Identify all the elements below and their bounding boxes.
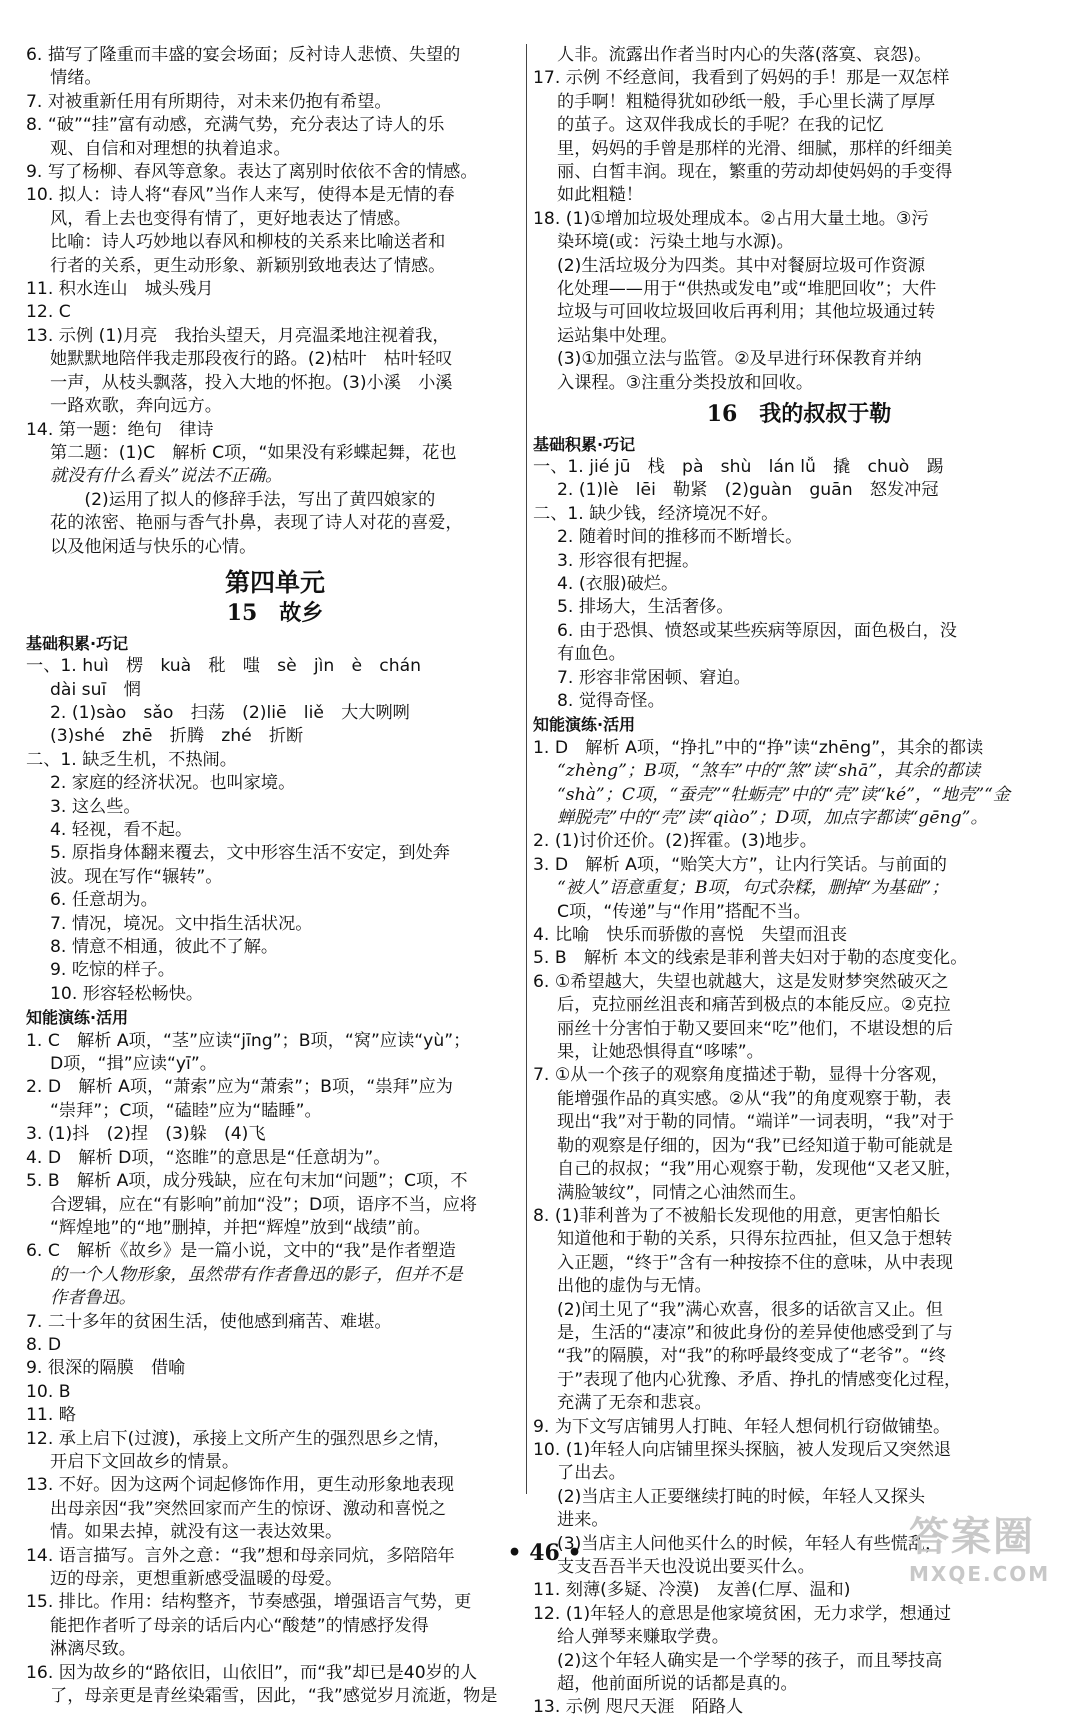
text-line: 一、1. huì 楞 kuà 秕 嗤 sè jìn è chán xyxy=(26,656,422,677)
text-line: 12. 承上启下(过渡)，承接上文所产生的强烈思乡之情， xyxy=(26,1428,451,1449)
text-line: 9. 为下文写店铺男人打盹、年轻人想伺机行窃做铺垫。 xyxy=(533,1416,951,1437)
text-line: 后，克拉丽丝沮丧和痛苦到极点的本能反应。②克拉 xyxy=(557,995,951,1016)
text-line: 二、1. 缺少钱，经济境况不好。 xyxy=(533,503,779,524)
text-line: 9. 很深的隔膜 借喻 xyxy=(26,1358,186,1379)
text-line: 11. 积水连山 城头残月 xyxy=(26,279,214,300)
text-line: 8. 觉得奇怪。 xyxy=(557,690,665,711)
text-line: 满脸皱纹”，同情之心油然而生。 xyxy=(557,1182,807,1203)
text-line: 如此粗糙！ xyxy=(557,185,643,206)
text-line: 第二题：(1)C 解析 C项，“如果没有彩蝶起舞，花也 xyxy=(50,442,457,463)
text-line: 出他的虚伪与无情。 xyxy=(557,1276,712,1297)
text-line: 了，母亲更是青丝染霜雪，因此，“我”感觉岁月流逝，物是 xyxy=(50,1686,498,1707)
text-line: 8. D xyxy=(26,1334,62,1355)
text-line: 7. ①从一个孩子的观察角度描述于勒，显得十分客观， xyxy=(533,1065,949,1086)
text-line: 作者鲁迅。 xyxy=(50,1288,136,1309)
text-line: “被人”语意重复；B项，句式杂糅，删掉“为基础”； xyxy=(557,878,949,899)
text-line: 有血色。 xyxy=(557,644,626,665)
text-line: 入课程。③注重分类投放和回收。 xyxy=(557,372,814,393)
text-line: 4. (衣服)破烂。 xyxy=(557,573,679,594)
text-line: 观、自信和对理想的执着追求。 xyxy=(50,138,291,159)
text-line: 3. D 解析 A项，“贻笑大方”，让内行笑话。与前面的 xyxy=(533,854,947,875)
text-line: 迈的母亲，更想重新感受温暖的母爱。 xyxy=(50,1569,343,1589)
text-line: 知道他和于勒的关系，只得东拉西扯，但又急于想转 xyxy=(557,1229,953,1250)
text-line: 9. 吃惊的样子。 xyxy=(50,960,175,981)
right-column xyxy=(533,44,1065,1720)
text-line: 2. (1)讨价还价。(2)挥霍。(3)地步。 xyxy=(533,831,817,852)
text-line: 3. 这么些。 xyxy=(50,796,141,817)
text-line: 13. 示例 咫尺天涯 陌路人 xyxy=(533,1697,744,1718)
text-line: 18. (1)①增加垃圾处理成本。②占用大量土地。③污 xyxy=(533,208,929,229)
text-line: 出母亲因“我”突然回家而产生的惊讶、激动和喜悦之 xyxy=(50,1498,446,1519)
text-line: 16 我的叔叔于勒 xyxy=(706,401,892,428)
text-line: 8. “破”“挂”富有动感，充满气势，充分表达了诗人的乐 xyxy=(26,115,445,136)
text-line: C项，“传递”与“作用”搭配不当。 xyxy=(557,901,811,922)
text-line: 5. B 解析 A项，成分残缺，应在句末加“问题”；C项，不 xyxy=(26,1171,468,1192)
text-line: 6. 由于恐惧、愤怒或某些疾病等原因，面色极白，没 xyxy=(557,620,957,641)
text-line: 2. 家庭的经济状况。也叫家境。 xyxy=(50,773,296,794)
text-line: 7. 二十多年的贫困生活，使他感到痛苦、难堪。 xyxy=(26,1311,392,1332)
text-line: 11. 略 xyxy=(26,1405,76,1426)
text-line: 13. 不好。因为这两个词起修饰作用，更生动形象地表现 xyxy=(26,1475,455,1496)
text-line: 以及他闲适与快乐的心情。 xyxy=(50,536,257,557)
text-line: 6. C 解析《故乡》是一篇小说，文中的“我”是作者塑造 xyxy=(26,1241,456,1262)
text-line: (2)生活垃圾分为四类。其中对餐厨垃圾可作资源 xyxy=(557,255,926,276)
text-line: 就没有什么看头”说法不正确。 xyxy=(50,466,283,487)
text-line: 现出“我”对于勒的同情。“端详”一词表明，“我”对于 xyxy=(557,1112,955,1133)
column-divider xyxy=(526,44,527,1494)
text-line: 充满了无奈和悲哀。 xyxy=(557,1393,712,1414)
text-line: 合逻辑，应在“有影响”前加“没”；D项，语序不当，应将 xyxy=(50,1194,477,1215)
text-line: 能把作者听了母亲的话后内心“酸楚”的情感抒发得 xyxy=(50,1615,429,1636)
text-line: “辉煌地”的“地”删掉，并把“辉煌”放到“战绩”前。 xyxy=(50,1217,431,1238)
text-line: (2)当店主人正要继续打盹的时候，年轻人又探头 xyxy=(557,1486,926,1507)
text-line: 染环境(或：污染土地与水源)。 xyxy=(557,232,794,253)
text-line: 她默默地陪伴我走那段夜行的路。(2)枯叶 枯叶轻叹 xyxy=(50,349,453,370)
text-line: 入正题，“终于”含有一种按捺不住的意味，从中表现 xyxy=(557,1252,953,1273)
watermark-logo xyxy=(909,1505,1059,1590)
left-column xyxy=(26,44,524,1708)
watermark-text: 答案圈 xyxy=(909,1514,1035,1560)
text-line: 于”表现了他内心犹豫、矛盾、挣扎的情感变化过程， xyxy=(557,1369,962,1390)
text-line: 果，让她恐惧得直“哆嗦”。 xyxy=(557,1042,764,1063)
text-line: 自己的叔叔；“我”用心观察于勒，发现他“又老又脏， xyxy=(557,1159,962,1180)
text-line: 5. 排场大，生活奢侈。 xyxy=(557,597,734,618)
text-line: 基础积累·巧记 xyxy=(533,434,636,454)
text-line: 7. 对被重新任用有所期待，对未来仍抱有希望。 xyxy=(26,91,392,112)
text-line: 11. 刻薄(多疑、冷漠) 友善(仁厚、温和) xyxy=(533,1580,851,1601)
text-line: 12. C xyxy=(26,302,71,323)
text-line: 1. D 解析 A项，“挣扎”中的“挣”读“zhēng”，其余的都读 xyxy=(533,737,984,758)
text-line: 17. 示例 不经意间，我看到了妈妈的手！那是一双怎样 xyxy=(533,68,950,89)
text-line: 16. 因为故乡的“路依旧，山依旧”，而“我”却已是40岁的人 xyxy=(26,1662,478,1683)
text-line: 5. B 解析 本文的线索是菲利普夫妇对于勒的态度变化。 xyxy=(533,948,968,969)
text-line: “shà”；C项，“蚕壳”“牡蛎壳”中的“壳”读“ké”，“地壳”“金 xyxy=(557,784,1011,805)
text-line: 1. C 解析 A项，“茎”应读“jīng”；B项，“窝”应读“yù”； xyxy=(26,1030,471,1051)
text-line: 的一个人物形象，虽然带有作者鲁迅的影子，但并不是 xyxy=(50,1264,463,1285)
text-line: 一声，从枝头飘落，投入大地的怀抱。(3)小溪 小溪 xyxy=(50,372,453,393)
text-line: 12. (1)年轻人的意思是他家境贫困，无力求学，想通过 xyxy=(533,1603,952,1624)
text-line: 人非。流露出作者当时内心的失落(落寞、哀怨)。 xyxy=(557,45,932,65)
text-line: 6. ①希望越大，失望也就越大，这是发财梦突然破灭之 xyxy=(533,971,949,992)
text-line: 9. 写了杨柳、春风等意象。表达了离别时依依不舍的情感。 xyxy=(26,162,478,183)
text-line: 基础积累·巧记 xyxy=(26,633,129,653)
text-line: 能增强作品的真实感。②从“我”的角度观察于勒，表 xyxy=(557,1088,952,1109)
text-line: 丽、白皙丰润。现在，繁重的劳动却使妈妈的手变得 xyxy=(557,162,953,183)
text-line: 比喻：诗人巧妙地以春风和柳枝的关系来比喻送者和 xyxy=(50,232,446,253)
text-line: 的手啊！粗糙得犹如砂纸一般，手心里长满了厚厚 xyxy=(557,91,936,112)
text-line: 运站集中处理。 xyxy=(557,325,678,346)
text-line: 二、1. 缺乏生机，不热闹。 xyxy=(26,749,237,770)
text-line: 淋漓尽致。 xyxy=(50,1639,136,1660)
text-line: 了出去。 xyxy=(557,1463,626,1484)
text-line: 6. 任意胡为。 xyxy=(50,890,158,911)
text-line: 垃圾与可回收垃圾回收后再利用；其他垃圾通过转 xyxy=(557,302,936,323)
text-line: 丽丝十分害怕于勒又要回来“吃”他们，不堪设想的后 xyxy=(557,1018,953,1039)
text-line: 6. 描写了隆重而丰盛的宴会场面；反衬诗人悲愤、失望的 xyxy=(26,45,461,65)
text-line: 一路欢歌，奔向远方。 xyxy=(50,396,222,417)
text-line: 3. 形容很有把握。 xyxy=(557,550,700,571)
text-line: 行者的关系，更生动形象、新颖别致地表达了情感。 xyxy=(50,255,446,276)
text-line: 花的浓密、艳丽与香气扑鼻，表现了诗人对花的喜爱， xyxy=(50,513,463,534)
text-line: (3)①加强立法与监管。②及早进行环保教育并纳 xyxy=(557,349,922,370)
text-line: 5. 原指身体翻来覆去，文中形容生活不安定，到处奔 xyxy=(50,843,450,864)
text-line: 进来。 xyxy=(557,1510,609,1531)
text-line: 4. 比喻 快乐而骄傲的喜悦 失望而沮丧 xyxy=(533,925,848,946)
text-line: 8. 情意不相通，彼此不了解。 xyxy=(50,937,279,958)
text-line: “崇拜”；C项，“磕睦”应为“瞌睡”。 xyxy=(50,1100,322,1121)
text-line: 风，看上去也变得有情了，更好地表达了情感。 xyxy=(50,208,411,229)
text-line: 支支吾吾半天也没说出要买什么。 xyxy=(557,1557,815,1577)
text-line: 10. B xyxy=(26,1381,71,1402)
text-line: 化处理——用于“供热或发电”或“堆肥回收”；大件 xyxy=(557,279,937,300)
text-line: (2)闰土见了“我”满心欢喜，很多的话欲言又止。但 xyxy=(557,1299,943,1320)
text-line: “我”的隔膜，对“我”的称呼最终变成了“老爷”。“终 xyxy=(557,1346,946,1367)
text-line: 15. 排比。作用：结构整齐，节奏感强，增强语言气势，更 xyxy=(26,1592,472,1613)
text-line: 是，生活的“凄凉”和彼此身份的差异使他感受到了与 xyxy=(557,1322,953,1343)
text-line: 蝉脱壳”中的“壳”读“qiào”；D项，加点字都读“gēng”。 xyxy=(557,808,988,828)
text-line: 13. 示例 (1)月亮 我抬头望天，月亮温柔地注视着我， xyxy=(26,325,450,346)
text-line: 知能演练·活用 xyxy=(533,715,636,735)
text-line: 第四单元 xyxy=(224,567,325,597)
text-line: 波。现在写作“辗转”。 xyxy=(50,866,223,887)
text-line: D项，“揖”应读“yī”。 xyxy=(50,1054,217,1075)
text-line: 7. 情况，境况。文中指生活状况。 xyxy=(50,913,313,934)
text-line: 里，妈妈的手曾是那样的光滑、细腻，那样的纤细美 xyxy=(557,138,953,159)
text-line: 2. 随着时间的推移而不断增长。 xyxy=(557,527,803,548)
text-line: (3)当店主人问他买什么的时候，年轻人有些慌乱， xyxy=(557,1533,943,1554)
text-line: 2. (1)lè lēi 勒紧 (2)guàn guān 怒发冲冠 xyxy=(557,480,939,501)
text-line: 10. 拟人：诗人将“春风”当作人来写，使得本是无情的春 xyxy=(26,185,455,206)
text-line: 14. 第一题：绝句 律诗 xyxy=(26,419,214,440)
text-line: 2. D 解析 A项，“萧索”应为“萧索”；B项，“祟拜”应为 xyxy=(26,1077,453,1098)
text-line: 10. 形容轻松畅快。 xyxy=(50,983,204,1004)
text-line: 情。如果去掉，就没有这一表达效果。 xyxy=(50,1522,343,1543)
text-line: 知能演练·活用 xyxy=(26,1008,129,1028)
text-line: 3. (1)抖 (2)捏 (3)躲 (4)飞 xyxy=(26,1124,266,1145)
text-line: 给人弹琴来赚取学费。 xyxy=(557,1627,729,1648)
text-line: 超，他前面所说的话都是真的。 xyxy=(557,1674,798,1695)
text-line: 勒的观察是仔细的，因为“我”已经知道于勒可能就是 xyxy=(557,1135,953,1156)
text-line: 14. 语言描写。言外之意：“我”想和母亲同炕，多陪陪年 xyxy=(26,1545,455,1566)
text-line: 7. 形容非常困顿、窘迫。 xyxy=(557,667,751,688)
text-line: 的茧子。这双伴我成长的手呢？在我的记忆 xyxy=(557,115,884,136)
text-line: 15 故乡 xyxy=(226,600,324,627)
text-line: 8. (1)菲利普为了不被船长发现他的用意，更害怕船长 xyxy=(533,1205,941,1226)
watermark-url: MXQE.COM xyxy=(909,1562,1051,1586)
text-line: dài suī 惘 xyxy=(50,679,141,700)
text-line: (2)这个年轻人确实是一个学琴的孩子，而且琴技高 xyxy=(557,1650,943,1671)
text-line: “zhèng”；B项，“煞车”中的“煞”读“shā”，其余的都读 xyxy=(557,761,981,782)
text-line: 开启下文回故乡的情景。 xyxy=(50,1451,240,1472)
text-line: 2. (1)sào sǎo 扫荡 (2)liē liě 大大咧咧 xyxy=(50,702,410,723)
text-line: (3)shé zhē 折腾 zhé 折断 xyxy=(50,726,304,747)
text-line: 一、1. jié jū 栈 pà shù lán lǚ 撬 chuò 踢 xyxy=(533,456,944,477)
text-line: (2)运用了拟人的修辞手法，写出了黄四娘家的 xyxy=(50,489,436,510)
page-number: • 46 • xyxy=(507,1540,582,1566)
text-line: 4. D 解析 D项，“恣睢”的意思是“任意胡为”。 xyxy=(26,1147,391,1168)
text-line: 情绪。 xyxy=(50,68,102,89)
text-line: 10. (1)年轻人向店铺里探头探脑，被人发现后又突然退 xyxy=(533,1439,952,1460)
text-line: 4. 轻视，看不起。 xyxy=(50,820,193,840)
